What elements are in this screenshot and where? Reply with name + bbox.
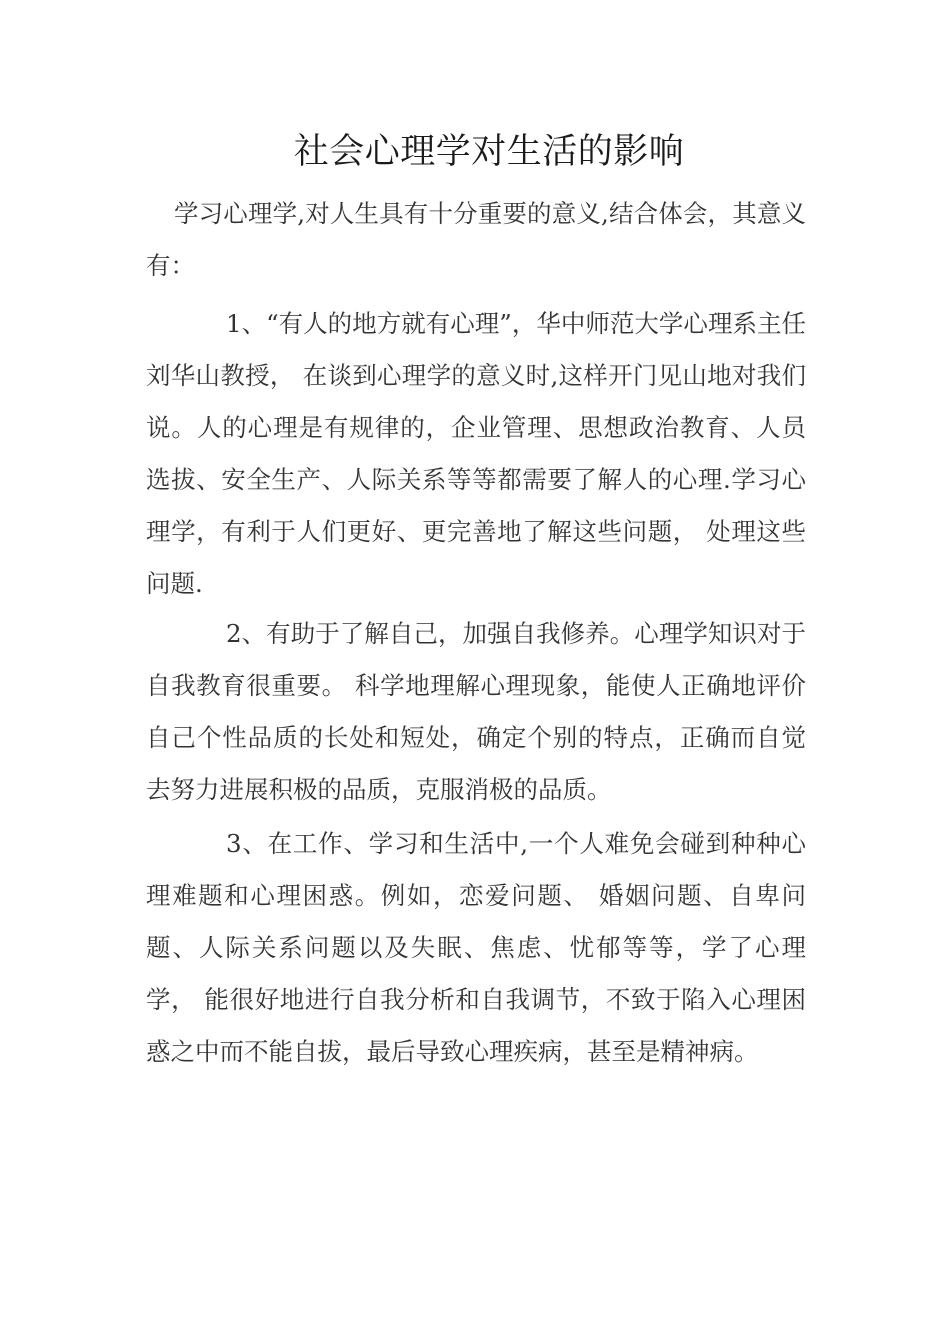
paragraph-2: 2、有助于了解自己，加强自我修养。心理学知识对于自我教育很重要。 科学地理解心理现象，能使人正确地评价自己个性品质的长处和短处，确定个别的特点，正确而自觉去努力进展积极的品质，克服消极的品质。	[146, 619, 806, 804]
document-title: 社会心理学对生活的影响	[293, 132, 685, 172]
paragraph-1: 1、“有人的地方就有心理”，华中师范大学心理系主任刘华山教授， 在谈到心理学的意义时,这样开门见山地对我们说。人的心理是有规律的，企业管理、思想政治教育、人员选拔、安全生产、人际关系等等都需要了解人的心理.学习心理学，有利于人们更好、更完善地了解这些问题， 处理这些问题.	[146, 309, 806, 598]
intro-paragraph: 学习心理学,对人生具有十分重要的意义,结合体会，其意义有：	[146, 199, 806, 280]
paragraph-3: 3、在工作、学习和生活中,一个人难免会碰到种种心理难题和心理困惑。例如，恋爱问题、 婚姻问题、自卑问题、人际关系问题以及失眠、焦虑、忧郁等等，学了心理学， 能很好地进行自我分析和自我调节，不致于陷入心理困惑之中而不能自拔，最后导致心理疾病，甚至是精神病。	[146, 829, 806, 1066]
